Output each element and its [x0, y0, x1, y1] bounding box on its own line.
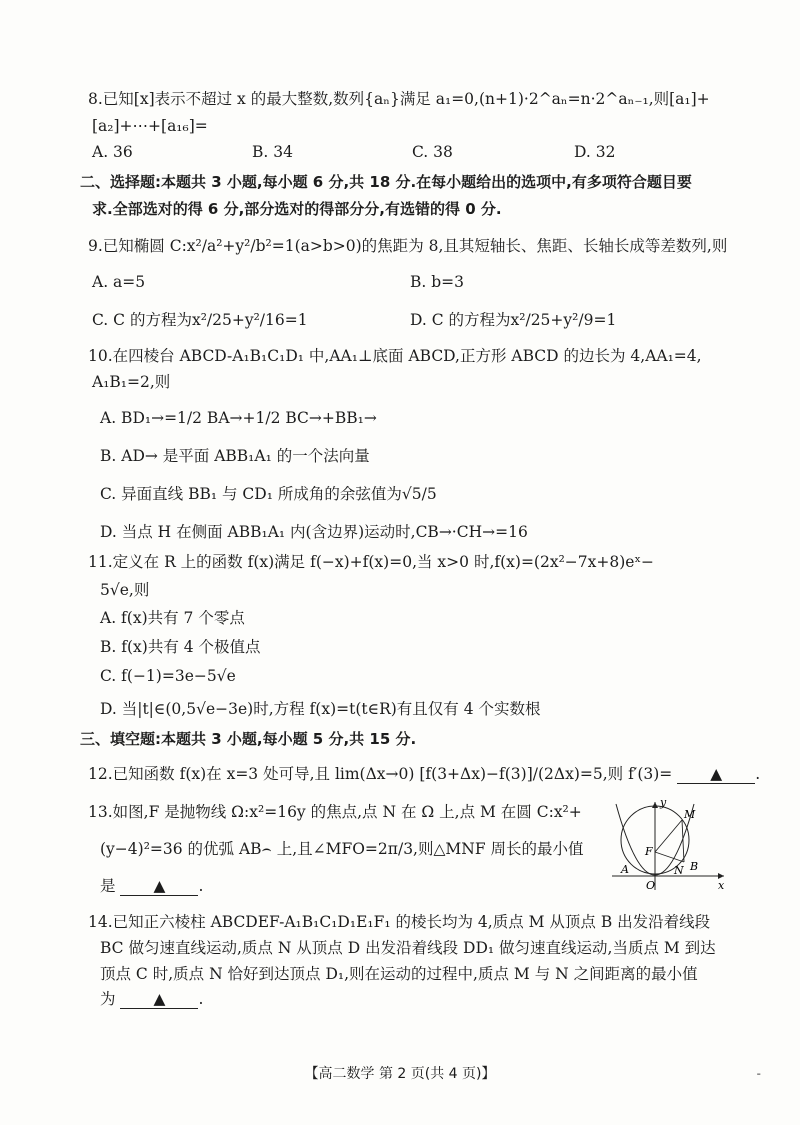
q13-line2: (y−4)²=36 的优弧 AB⌢ 上,且∠MFO=2π/3,则△MNF 周长的最小值: [100, 840, 584, 858]
section2-heading-line2: 求.全部选对的得 6 分,部分选对的得部分分,有选错的得 0 分.: [92, 200, 502, 218]
fig-label-b: B: [690, 860, 699, 873]
page-footer: 【高二数学 第 2 页(共 4 页)】: [304, 1066, 496, 1082]
q14-line4-text: 为: [100, 990, 116, 1008]
q13-answer-blank[interactable]: [120, 877, 198, 896]
q8-line2: [a₂]+⋯+[a₁₆]=: [92, 117, 208, 135]
fig-label-o: O: [646, 879, 656, 892]
q10-option-c: C. 异面直线 BB₁ 与 CD₁ 所成角的余弦值为√5/5: [100, 485, 437, 503]
blank-triangle-icon: ▲: [710, 765, 723, 783]
q13-end: .: [198, 877, 204, 895]
q11-option-b: B. f(x)共有 4 个极值点: [100, 638, 261, 656]
q11-line2: 5√e,则: [100, 581, 150, 599]
q14-line3: 顶点 C 时,质点 N 恰好到达顶点 D₁,则在运动的过程中,质点 M 与 N 之间距离的最小值: [100, 965, 698, 983]
q8-options: [92, 140, 615, 164]
q9-stem: 9.已知椭圆 C:x²/a²+y²/b²=1(a>b>0)的焦距为 8,且其短轴长、焦距、长轴长成等差数列,则: [88, 237, 728, 255]
q11-option-c: C. f(−1)=3e−5√e: [100, 667, 236, 685]
y-axis-arrow-icon: [652, 802, 658, 808]
q13-line3: [100, 874, 203, 898]
q9-option-a: A. a=5: [92, 273, 146, 291]
q12-answer-blank[interactable]: [677, 765, 755, 784]
corner-mark: ¯: [756, 1072, 762, 1085]
q11-option-a: A. f(x)共有 7 个零点: [100, 609, 245, 627]
blank-triangle-icon: ▲: [153, 877, 166, 895]
fig-label-a: A: [621, 863, 629, 876]
q9-option-d: D. C 的方程为x²/25+y²/9=1: [410, 311, 617, 329]
q11-option-d: D. 当|t|∈(0,5√e−3e)时,方程 f(x)=t(t∈R)有且仅有 4 个实数根: [100, 700, 541, 718]
fig-label-m: M: [684, 808, 696, 821]
q10-line1: 10.在四棱台 ABCD-A₁B₁C₁D₁ 中,AA₁⊥底面 ABCD,正方形 ABCD 的边长为 4,AA₁=4,: [88, 347, 702, 365]
section2-heading-line1: 二、选择题:本题共 3 小题,每小题 6 分,共 18 分.在每小题给出的选项中,有多项符合题目要: [80, 173, 692, 191]
q14-line1: 14.已知正六棱柱 ABCDEF-A₁B₁C₁D₁E₁F₁ 的棱长均为 4,质点 M 从顶点 B 出发沿着线段: [88, 913, 711, 931]
q8-option-a: A. 36: [92, 143, 133, 161]
q8-option-b: B. 34: [252, 143, 293, 161]
blank-triangle-icon: ▲: [153, 990, 166, 1008]
fig-label-f: F: [645, 845, 653, 858]
q12-end: .: [755, 765, 761, 783]
q10-option-b: B. AD→ 是平面 ABB₁A₁ 的一个法向量: [100, 447, 370, 465]
q11-line1: 11.定义在 R 上的函数 f(x)满足 f(−x)+f(x)=0,当 x>0 时,f(x)=(2x²−7x+8)eˣ−: [88, 553, 655, 571]
q8-line1: 8.已知[x]表示不超过 x 的最大整数,数列{aₙ}满足 a₁=0,(n+1)·2^aₙ=n·2^aₙ₋₁,则[a₁]+: [88, 90, 710, 108]
q10-option-d: D. 当点 H 在侧面 ABB₁A₁ 内(含边界)运动时,CB→·CH→=16: [100, 523, 528, 541]
segment-fm: [655, 820, 682, 852]
segment-fn: [655, 852, 684, 862]
fig-label-n: N: [674, 864, 684, 877]
q14-answer-blank[interactable]: [120, 990, 198, 1009]
fig-label-y: y: [660, 796, 667, 809]
q10-option-a: A. BD₁→=1/2 BA→+1/2 BC→+BB₁→: [100, 409, 377, 427]
q8-option-d: D. 32: [574, 143, 616, 161]
q9-option-c: C. C 的方程为x²/25+y²/16=1: [92, 311, 308, 329]
q14-line2: BC 做匀速直线运动,质点 N 从顶点 D 出发沿着线段 DD₁ 做匀速直线运动,当质点 M 到达: [100, 939, 716, 957]
q14-end: .: [198, 990, 204, 1008]
q8-option-c: C. 38: [412, 143, 453, 161]
q13-line1: 13.如图,F 是抛物线 Ω:x²=16y 的焦点,点 N 在 Ω 上,点 M 在圆 C:x²+: [88, 803, 582, 821]
fig-label-x: x: [718, 879, 725, 892]
q12-text: 12.已知函数 f(x)在 x=3 处可导,且 lim(Δx→0) [f(3+Δx)−f(3)]/(2Δx)=5,则 f′(3)=: [88, 765, 673, 783]
q9-option-b: B. b=3: [410, 273, 465, 291]
section3-heading: 三、填空题:本题共 3 小题,每小题 5 分,共 15 分.: [80, 730, 417, 748]
q14-line4: [100, 987, 203, 1011]
q10-line2: A₁B₁=2,则: [92, 373, 171, 391]
parabola-circle-figure: [608, 796, 728, 892]
q13-line3-text: 是: [100, 877, 116, 895]
q12-line: [88, 762, 760, 786]
